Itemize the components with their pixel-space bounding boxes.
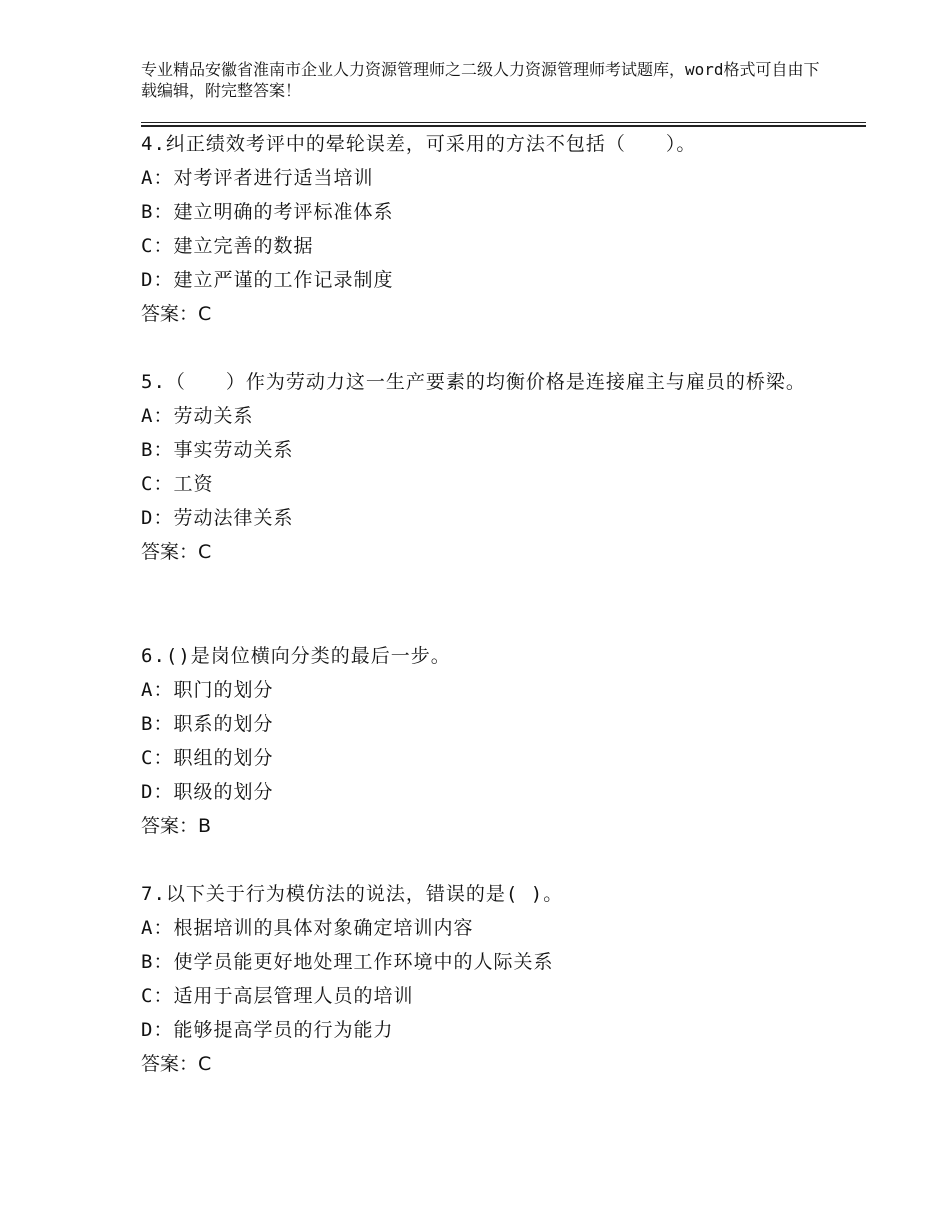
answer: 答案：C [141, 541, 212, 563]
option-b: B：职系的划分 [141, 713, 274, 735]
option-b: B：使学员能更好地处理工作环境中的人际关系 [141, 951, 554, 973]
option-d: D：劳动法律关系 [141, 507, 294, 529]
option-a: A：根据培训的具体对象确定培训内容 [141, 917, 474, 939]
answer: 答案：C [141, 303, 212, 325]
option-a: A：职门的划分 [141, 679, 274, 701]
header-divider [141, 122, 866, 123]
answer: 答案：B [141, 815, 212, 837]
option-d: D：建立严谨的工作记录制度 [141, 269, 394, 291]
answer: 答案：C [141, 1053, 212, 1075]
option-c: C：工资 [141, 473, 214, 495]
option-b: B：建立明确的考评标准体系 [141, 201, 394, 223]
option-d: D：职级的划分 [141, 781, 274, 803]
option-d: D：能够提高学员的行为能力 [141, 1019, 394, 1041]
option-c: C：建立完善的数据 [141, 235, 314, 257]
question-stem: 5.（ ）作为劳动力这一生产要素的均衡价格是连接雇主与雇员的桥梁。 [141, 371, 806, 393]
option-a: A：对考评者进行适当培训 [141, 167, 374, 189]
question-6 [141, 639, 841, 843]
question-stem: 6.()是岗位横向分类的最后一步。 [141, 645, 451, 667]
question-5 [141, 365, 841, 569]
option-b: B：事实劳动关系 [141, 439, 294, 461]
option-c: C：适用于高层管理人员的培训 [141, 985, 414, 1007]
question-7 [141, 877, 841, 1081]
question-4 [141, 127, 841, 331]
option-a: A：劳动关系 [141, 405, 254, 427]
option-c: C：职组的划分 [141, 747, 274, 769]
question-stem: 7.以下关于行为模仿法的说法，错误的是( )。 [141, 883, 564, 905]
document-header: 专业精品安徽省淮南市企业人力资源管理师之二级人力资源管理师考试题库，word格式可自由下载编辑，附完整答案！ [141, 60, 820, 100]
question-stem: 4.纠正绩效考评中的晕轮误差，可采用的方法不包括（ ）。 [141, 133, 697, 155]
